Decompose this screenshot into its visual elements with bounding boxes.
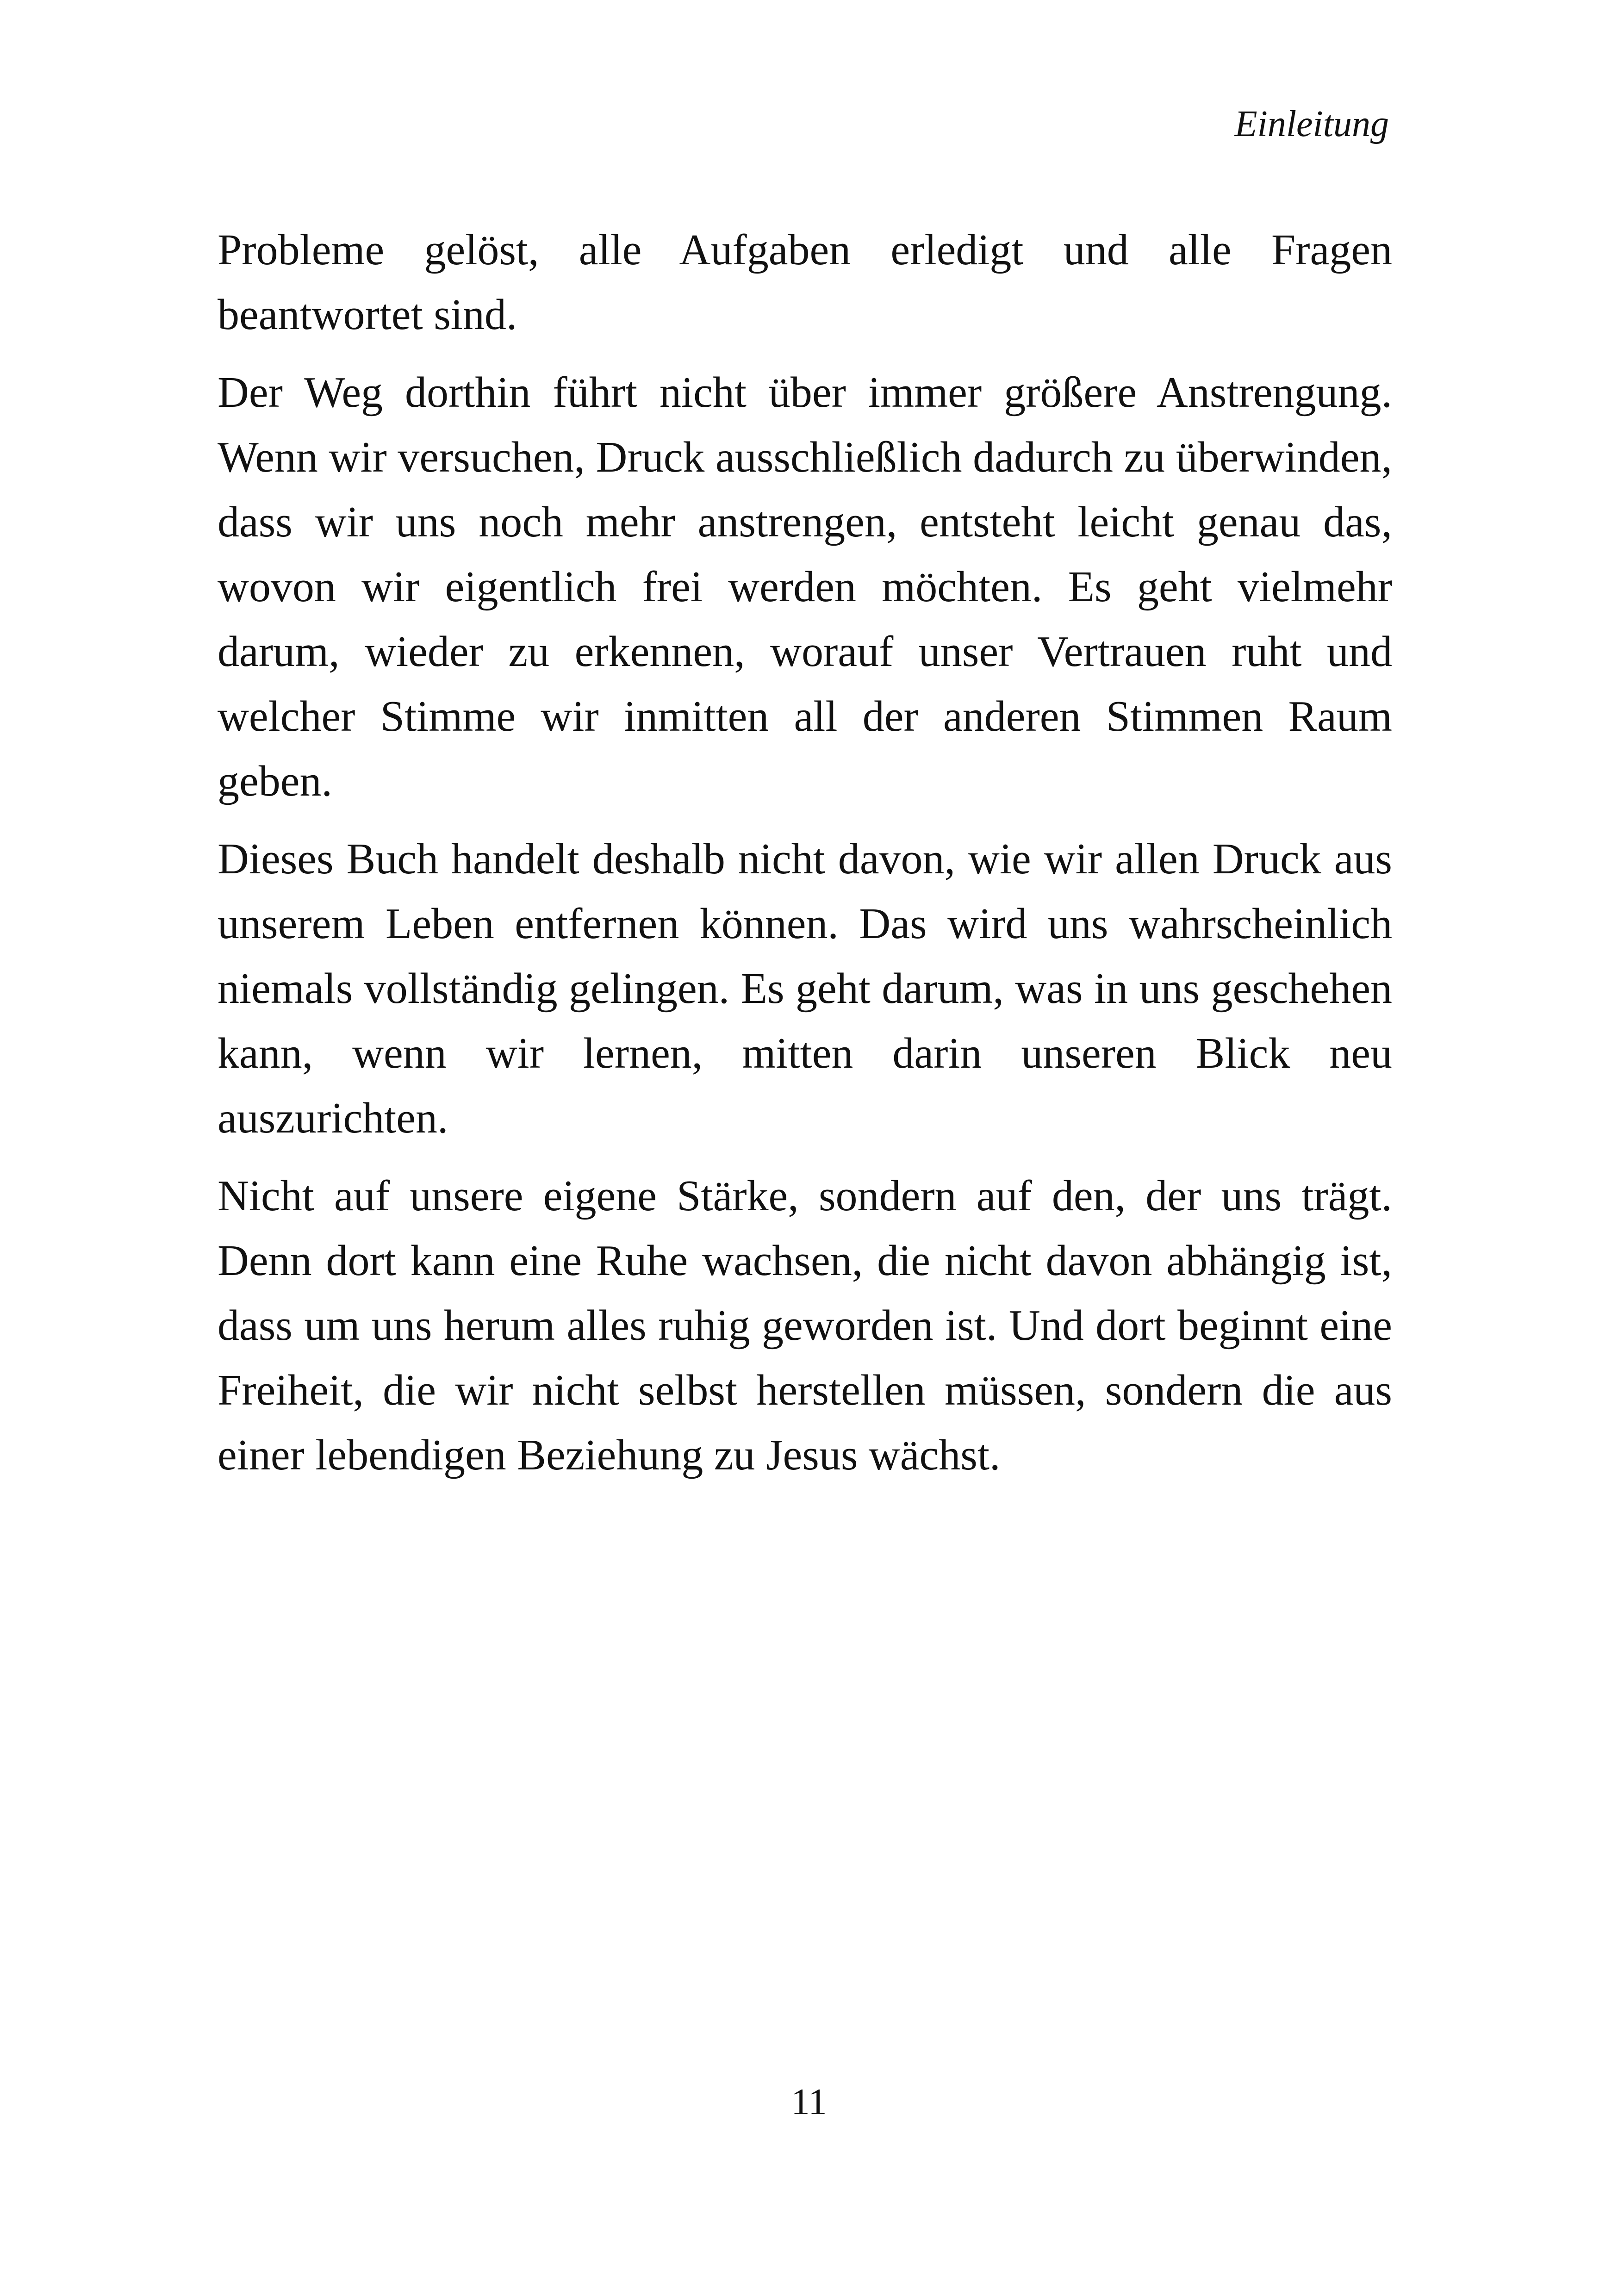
paragraph-3: Dieses Buch handelt deshalb nicht davon, wie wir allen Druck aus unserem Leben entfernen können. Das wird uns wahrscheinlich niemals vollständig gelingen. Es geht darum, was in uns geschehen kann, wenn wir lernen, mitten darin unseren Blick neu auszurichten. xyxy=(218,835,1392,1142)
running-header: Einleitung xyxy=(1234,104,1389,144)
paragraph-2: Der Weg dorthin führt nicht über immer größere Anstrengung. Wenn wir versuchen, Druck ausschließlich dadurch zu überwinden, dass wir uns noch mehr anstrengen, entsteht leicht genau das, wovon wir eigentlich frei werden möchten. Es geht vielmehr darum, wieder zu erkennen, worauf unser Vertrauen ruht und welcher Stimme wir inmitten all der anderen Stimmen Raum geben. xyxy=(218,368,1392,805)
page-number: 11 xyxy=(791,2082,827,2122)
paragraph-1: Probleme gelöst, alle Aufgaben erledigt und alle Fragen beantwortet sind. xyxy=(218,226,1392,339)
body-text xyxy=(218,218,1392,1500)
paragraph-4: Nicht auf unsere eigene Stärke, sondern auf den, der uns trägt. Denn dort kann eine Ruhe wachsen, die nicht davon abhängig ist, dass um uns herum alles ruhig geworden ist. Und dort beginnt eine Freiheit, die wir nicht selbst herstellen müssen, sondern die aus einer lebendigen Beziehung zu Jesus wächst. xyxy=(218,1172,1392,1479)
